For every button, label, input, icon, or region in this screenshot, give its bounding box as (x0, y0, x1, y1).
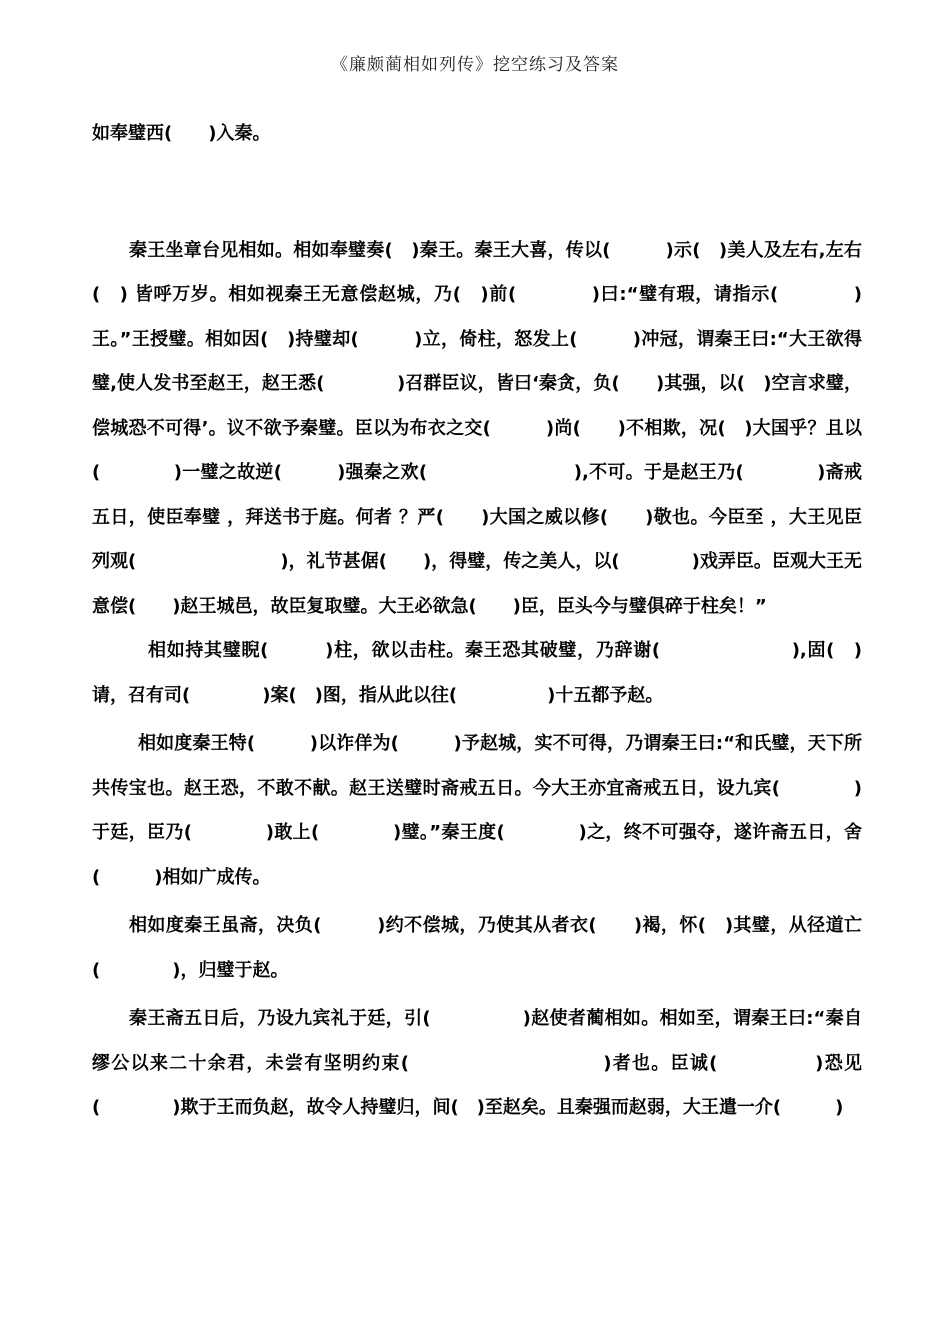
paragraph-5: 相如度秦王虽斋，决负( )约不偿城，乃使其从者衣( )褐，怀( )其璧，从径道亡( )，归璧于赵。 (92, 915, 862, 981)
document-body (92, 112, 862, 1131)
paragraph-4: 相如度秦王特( )以诈佯为( )予赵城，实不可得，乃谓秦王曰:“和氏璧，天下所共传宝也。赵王恐，不敢不献。赵王送璧时斋戒五日。今大王亦宜斋戒五日，设九宾( )于廷，臣乃( )敢上( )璧。”秦王度( )之，终不可强夺，遂许斋五日，舍( )相如广成传。 (92, 733, 862, 888)
document-title: 《廉颇蔺相如列传》挖空练习及答案 (331, 55, 619, 75)
paragraph-6: 秦王斋五日后，乃设九宾礼于廷，引( )赵使者蔺相如。相如至，谓秦王曰:“秦自缪公以来二十余君，未尝有坚明约束( )者也。臣诚( )恐见( )欺于王而负赵，故令人持璧归，间( )至赵矣。且秦强而赵弱，大王遣一介( ) (92, 1008, 862, 1118)
paragraph-2: 秦王坐章台见相如。相如奉璧奏( )秦王。秦王大喜，传以( )示( )美人及左右,左右( ) 皆呼万岁。相如视秦王无意偿赵城，乃( )前( )曰:“璧有瑕，请指示( )王。”王授璧。相如因( )持璧却( )立，倚柱，怒发上( )冲冠，谓秦王曰:“大王欲得璧,使人发书至赵王，赵王悉( )召群臣议，皆曰‘秦贪，负( )其强，以( )空言求璧，偿城恐不可得’。议不欲予秦璧。臣以为布衣之交( )尚( )不相欺，况( )大国乎？且以( )一璧之故逆( )强秦之欢( ),不可。于是赵王乃( )斋戒五日，使臣奉璧 ，拜送书于庭。何者 ？严( )大国之威以修( )敬也。今臣至 ，大王见臣列观( )，礼节甚倨( )，得璧，传之美人，以( )戏弄臣。臣观大王无意偿( )赵王城邑，故臣复取璧。大王必欲急( )臣，臣头今与璧俱碎于柱矣！” (92, 239, 862, 617)
paragraph-3: 相如持其璧睨( )柱，欲以击柱。秦王恐其破璧，乃辞谢( ),固( )请，召有司( )案( )图，指从此以往( )十五都予赵。 (92, 640, 862, 706)
paragraph-1: 如奉璧西( )入秦。 (92, 123, 271, 144)
